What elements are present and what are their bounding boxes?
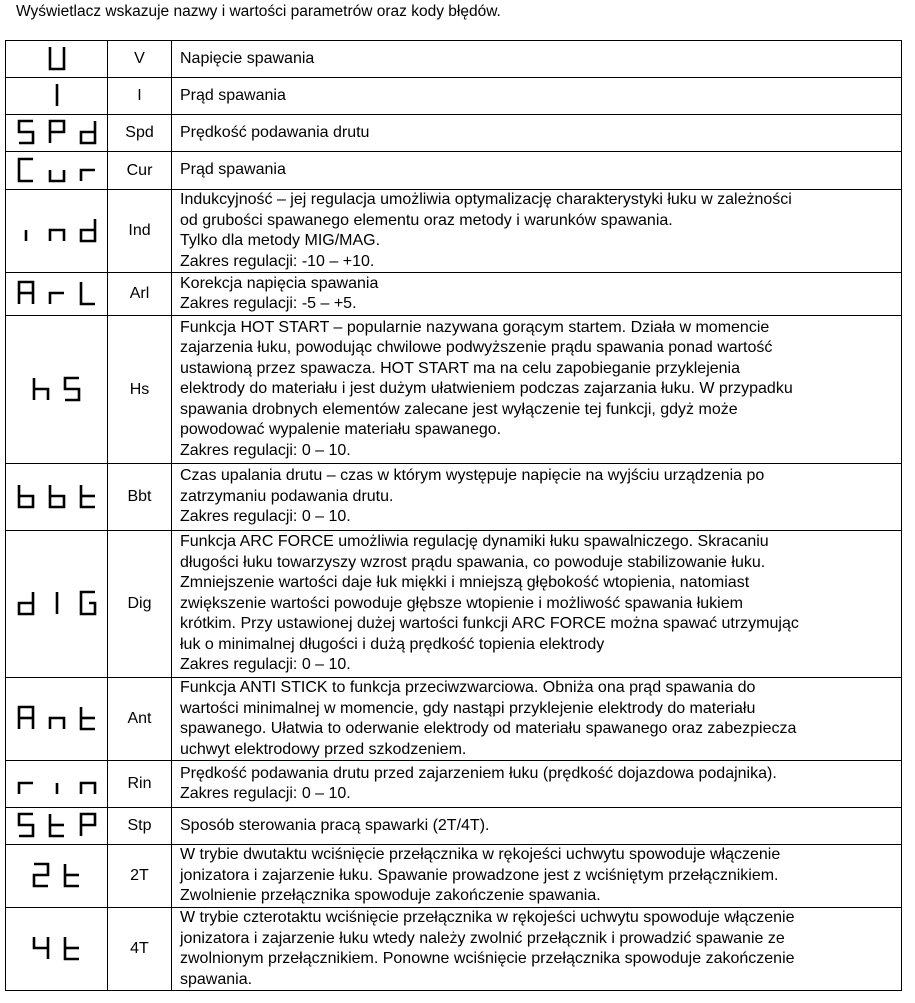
description-line: spawania drobnych elementów zalecane jest wyłączenie tej funkcji, gdyż może [180, 400, 738, 418]
table-row [6, 531, 902, 678]
parameter-description [172, 845, 902, 908]
description-line: jonizatora i zajarzenie łuku. Spawanie prowadzone jest z wciśniętym przełącznikiem. [180, 866, 779, 884]
description-line: Zakres regulacji: 0 – 10. [180, 441, 351, 459]
description-line: łuk o minimalnej długości i dużą prędkość topienia elektrody [180, 635, 605, 653]
segment-glyph [19, 121, 33, 143]
segment-glyph [81, 783, 95, 794]
parameter-code: Cur [108, 152, 172, 190]
description-line: Sposób sterowania pracą spawarki (2T/4T). [180, 816, 490, 834]
description-line: od grubości spawanego elementu oraz metody i warunków spawania. [180, 211, 673, 229]
parameter-code: Ant [108, 678, 172, 761]
parameter-description [172, 808, 902, 845]
segment-glyph [19, 159, 33, 181]
description-line: Zakres regulacji: -10 – +10. [180, 252, 375, 270]
table-row [6, 190, 902, 273]
description-line: Indukcyjność – jej regulacja umożliwia optymalizację charakterystyki łuku w zależności [180, 191, 792, 208]
description-line: Prędkość podawania drutu przed zajarzeniem łuku (prędkość dojazdowa podajnika). [180, 764, 777, 782]
parameter-code: Bbt [108, 464, 172, 531]
display-symbol-cell [6, 41, 108, 78]
parameter-code: Stp [108, 808, 172, 845]
table-row [6, 808, 902, 845]
display-symbol-cell [6, 845, 108, 908]
description-line: Zakres regulacji: 0 – 10. [180, 785, 351, 802]
segment-glyph [81, 592, 95, 614]
description-line: Prąd spawania [180, 86, 286, 104]
display-symbol-cell [6, 190, 108, 273]
table-row [6, 115, 902, 152]
table-row [6, 845, 902, 908]
seven-segment-display [16, 280, 98, 308]
parameter-description [172, 678, 902, 761]
description-line: W trybie dwutaktu wciśnięcie przełącznika w rękojeści uchwytu spowoduje włączenie [180, 846, 781, 864]
display-symbol-cell [6, 273, 108, 316]
segment-glyph [50, 47, 64, 69]
display-symbol-cell [6, 678, 108, 761]
table-row [6, 761, 902, 808]
seven-segment-display [16, 705, 98, 733]
table-row [6, 908, 902, 991]
table-row [6, 464, 902, 531]
segment-glyph [50, 293, 64, 304]
display-symbol-cell [6, 316, 108, 464]
table-row [6, 678, 902, 761]
description-line: ustawioną przez spawacza. HOT START ma na celu zapobieganie przyklejenia [180, 359, 740, 377]
table-row [6, 273, 902, 316]
segment-glyph [50, 718, 64, 729]
parameter-code: I [108, 78, 172, 115]
seven-segment-display [31, 376, 82, 404]
seven-segment-display [16, 217, 98, 245]
seven-segment-display [16, 590, 98, 618]
seven-segment-display [16, 770, 98, 798]
description-line: wartości minimalnej w momencie, gdy nastąpi przyklejenie elektrody do materiału [180, 699, 756, 717]
parameter-code: Hs [108, 316, 172, 464]
description-line: Prędkość podawania drutu [180, 123, 370, 141]
description-line: Zakres regulacji: 0 – 10. [180, 508, 351, 526]
segment-glyph [34, 864, 48, 886]
segment-glyph [81, 282, 95, 304]
segment-glyph [65, 864, 79, 886]
description-line: zwiększenie wartości powoduje głębsze wtopienie i możliwość spawania łukiem [180, 594, 743, 612]
seven-segment-display [31, 862, 82, 890]
parameter-description [172, 761, 902, 808]
seven-segment-display [31, 935, 82, 963]
display-symbol-cell [6, 464, 108, 531]
segment-glyph [50, 170, 64, 181]
table-row [6, 78, 902, 115]
segment-glyph [34, 937, 48, 959]
parameter-code: Ind [108, 190, 172, 273]
display-symbol-cell [6, 531, 108, 678]
segment-glyph [81, 707, 95, 729]
description-line: powodować wypalenie materiału spawanego. [180, 421, 502, 439]
description-line: Prąd spawania [180, 161, 286, 179]
seven-segment-display [16, 812, 98, 840]
display-symbol-cell [6, 152, 108, 190]
parameter-description [172, 152, 902, 190]
description-line: Zmniejszenie wartości daje łuk miękki i mniejszą głębokość wtopienia, natomiast [180, 574, 750, 592]
segment-glyph [19, 783, 33, 794]
seven-segment-display [16, 157, 98, 185]
segment-glyph [50, 814, 64, 836]
segment-glyph [19, 485, 33, 507]
description-line: Korekcja napięcia spawania [180, 274, 379, 292]
seven-segment-display [16, 483, 98, 511]
display-symbol-cell [6, 761, 108, 808]
parameter-description [172, 464, 902, 531]
segment-glyph [81, 170, 95, 181]
parameter-code: Arl [108, 273, 172, 316]
table-row [6, 316, 902, 464]
parameter-description [172, 190, 902, 273]
description-line: Czas upalania drutu – czas w którym występuje napięcie na wyjściu urządzenia po [180, 467, 765, 485]
segment-glyph [50, 230, 64, 241]
parameters-table [5, 40, 902, 991]
parameter-description [172, 273, 902, 316]
segment-glyph [65, 378, 79, 400]
description-line: Zakres regulacji: 0 – 10. [180, 656, 351, 674]
display-symbol-cell [6, 78, 108, 115]
display-symbol-cell [6, 808, 108, 845]
description-line: zwolnionym przełącznikiem. Ponowne wciśnięcie przełącznika spowoduje zakończenie [180, 950, 795, 967]
parameter-description [172, 908, 902, 991]
display-symbol-cell [6, 908, 108, 991]
segment-glyph [19, 814, 33, 836]
segment-glyph [50, 121, 64, 143]
segment-glyph [50, 485, 64, 507]
segment-glyph [81, 121, 95, 143]
description-line: zajarzenia łuku, powodując chwilowe podwyższenie prądu spawania ponad wartość [180, 339, 773, 357]
description-line: Zakres regulacji: -5 – +5. [180, 295, 357, 312]
segment-glyph [34, 378, 48, 400]
description-line: uchwyt elektrodowy przed szkodzeniem. [180, 740, 467, 758]
parameter-code: 4T [108, 908, 172, 991]
description-line: spawanego. Ułatwia to oderwanie elektrody od materiału spawanego oraz zabezpiecza [180, 720, 797, 737]
seven-segment-display [47, 45, 67, 73]
parameter-code: V [108, 41, 172, 78]
parameter-description [172, 531, 902, 678]
description-line: Tylko dla metody MIG/MAG. [180, 232, 381, 249]
seven-segment-display [47, 82, 67, 110]
segment-glyph [81, 219, 95, 241]
description-line: spawania. [180, 970, 253, 988]
description-line: Funkcja HOT START – popularnie nazywana gorącym startem. Działa w momencie [180, 318, 770, 336]
description-line: W trybie czterotaktu wciśnięcie przełącznika w rękojeści uchwytu spowoduje włączenie [180, 909, 795, 926]
parameter-description [172, 316, 902, 464]
segment-glyph [65, 937, 79, 959]
description-line: jonizatora i zajarzenie łuku wtedy należy zwolnić przełącznik i prowadzić spawanie ze [180, 929, 785, 947]
description-line: długości łuku towarzyszy wzrost prądu spawania, co powoduje stabilizowanie łuku. [180, 553, 766, 571]
parameter-code: 2T [108, 845, 172, 908]
segment-glyph [81, 814, 95, 836]
segment-glyph [19, 592, 33, 614]
parameter-description [172, 115, 902, 152]
segment-glyph [19, 282, 33, 304]
parameter-description [172, 41, 902, 78]
table-row [6, 152, 902, 190]
display-symbol-cell [6, 115, 108, 152]
parameter-code: Rin [108, 761, 172, 808]
intro-text: Wyświetlacz wskazuje nazwy i wartości parametrów oraz kody błędów. [16, 3, 501, 20]
description-line: Zwolnienie przełącznika spowoduje zakończenie spawania. [180, 887, 601, 905]
description-line: Napięcie spawania [180, 49, 315, 67]
description-line: zatrzymaniu podawania drutu. [180, 487, 394, 505]
segment-glyph [19, 707, 33, 729]
description-line: Funkcja ARC FORCE umożliwia regulację dynamiki łuku spawalniczego. Skracaniu [180, 533, 769, 551]
parameter-code: Spd [108, 115, 172, 152]
segment-glyph [81, 485, 95, 507]
description-line: krótkim. Przy ustawionej dużej wartości funkcji ARC FORCE można spawać utrzymując [180, 615, 799, 633]
seven-segment-display [16, 119, 98, 147]
description-line: Funkcja ANTI STICK to funkcja przeciwzwarciowa. Obniża ona prąd spawania do [180, 679, 756, 696]
parameter-code: Dig [108, 531, 172, 678]
description-line: elektrody do materiału i jest dużym ułatwieniem podczas zajarzania łuku. W przypadku [180, 380, 793, 398]
parameter-description [172, 78, 902, 115]
table-row [6, 41, 902, 78]
